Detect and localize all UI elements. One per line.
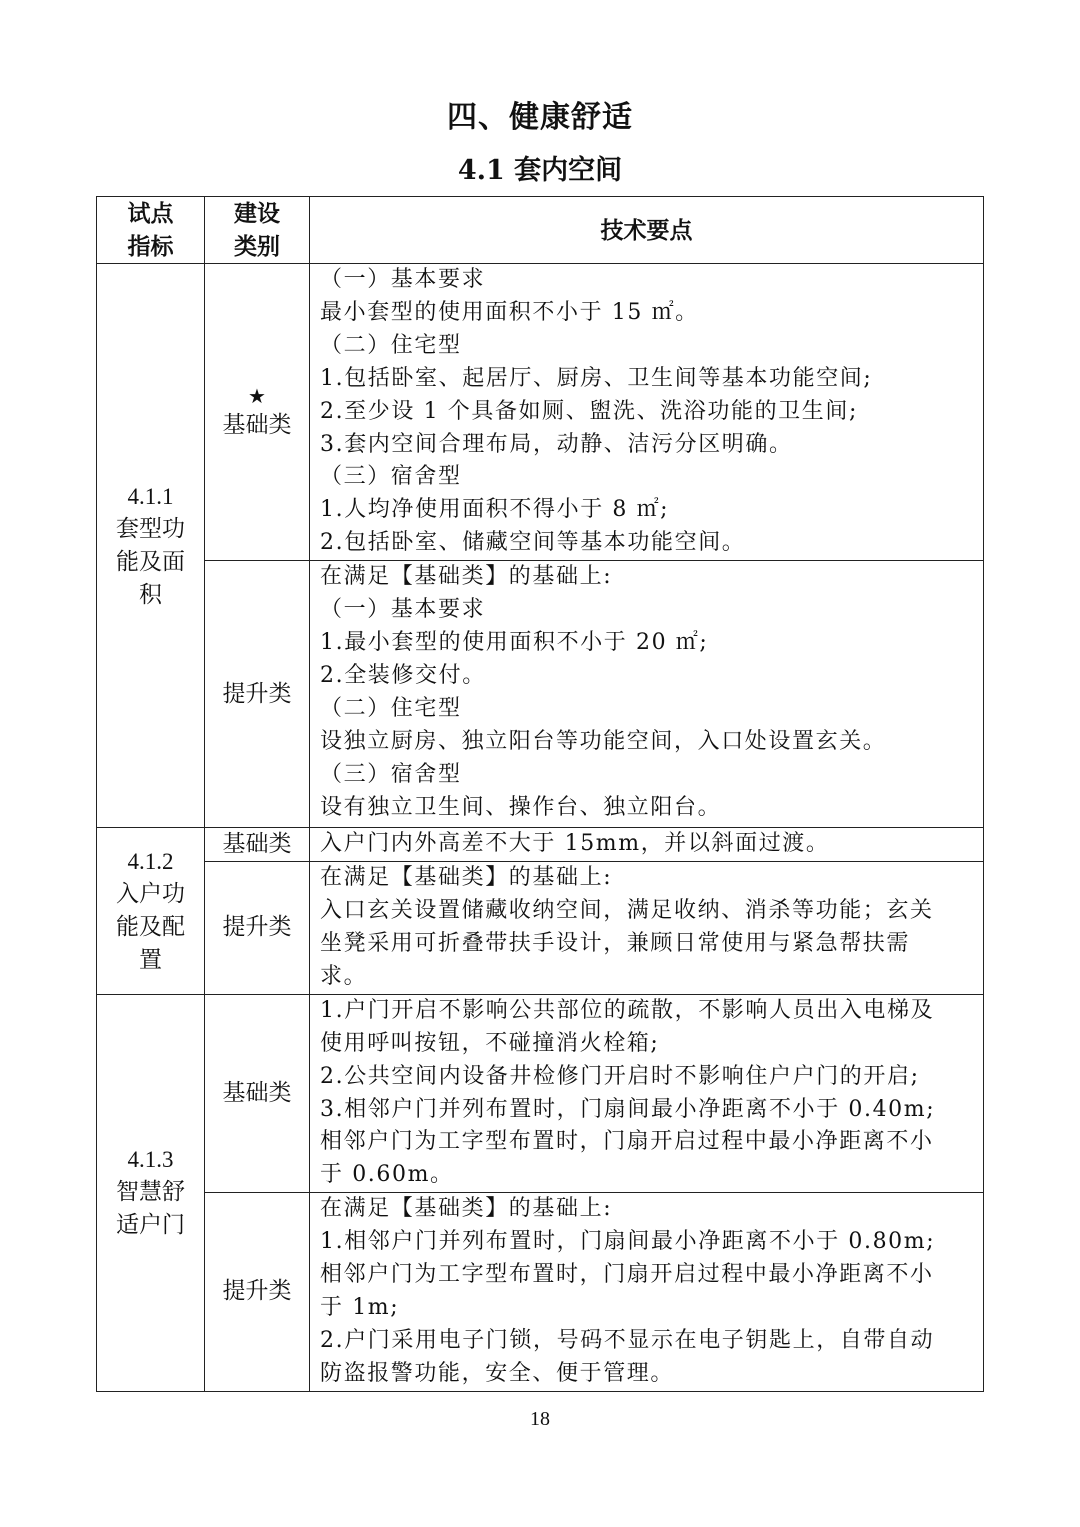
text-line: （一）基本要求 xyxy=(320,267,486,292)
category-label: 基础类 xyxy=(222,411,292,438)
category-cell xyxy=(205,994,310,1192)
indicator-cell xyxy=(97,828,205,995)
category-label: 提升类 xyxy=(222,914,292,941)
text-line: 3.相邻户门并列布置时，门扇间最小净距离不小于 0.40m; xyxy=(320,1096,936,1122)
text-line: 2.公共空间内设备井检修门开启时不影响住户户门的开启; xyxy=(320,1063,920,1089)
indicator-name: 套型功能及面积 xyxy=(116,515,185,608)
subsection-heading: 4.1 套内空间 xyxy=(457,155,623,186)
requirement-text xyxy=(310,1193,984,1391)
requirement-text xyxy=(310,264,984,561)
text-line: 设独立厨房、独立阳台等功能空间，入口处设置玄关。 xyxy=(320,728,887,754)
text-line: 1.包括卧室、起居厅、厨房、卫生间等基本功能空间; xyxy=(320,365,873,391)
requirement-text xyxy=(310,828,984,862)
table-row xyxy=(97,862,984,995)
text-line: 使用呼叫按钮，不碰撞消火栓箱; xyxy=(320,1030,660,1056)
text-line: 2.户门采用电子门锁，号码不显示在电子钥匙上，自带自动 xyxy=(320,1327,935,1353)
indicator-name: 入户功能及配置 xyxy=(116,880,185,973)
requirement-text xyxy=(310,561,984,828)
category-label: 提升类 xyxy=(222,680,292,707)
text-line: 设有独立卫生间、操作台、独立阳台。 xyxy=(320,794,722,820)
category-label: 基础类 xyxy=(222,1080,292,1106)
text-line: 3.套内空间合理布局，动静、洁污分区明确。 xyxy=(320,431,793,457)
indicator-code: 4.1.1 xyxy=(127,483,174,509)
category-cell xyxy=(205,264,310,561)
category-label: 基础类 xyxy=(222,831,292,858)
category-cell xyxy=(205,828,310,862)
category-label: 提升类 xyxy=(222,1278,292,1305)
requirement-text xyxy=(310,994,984,1192)
requirements-table xyxy=(96,196,984,1392)
text-line: （二）住宅型 xyxy=(320,695,462,721)
text-line: 于 0.60m。 xyxy=(320,1162,454,1188)
text-line: 求。 xyxy=(320,963,368,989)
indicator-code: 4.1.2 xyxy=(127,848,174,874)
text-line: 1.人均净使用面积不得小于 8 ㎡; xyxy=(320,497,670,523)
page-number: 18 xyxy=(530,1408,550,1430)
header-points: 技术要点 xyxy=(310,197,984,264)
text-line: （二）住宅型 xyxy=(320,332,462,358)
text-line: 在满足【基础类】的基础上: xyxy=(320,865,613,891)
category-cell xyxy=(205,561,310,828)
table-row xyxy=(97,561,984,828)
text-line: 入口玄关设置储藏收纳空间，满足收纳、消杀等功能；玄关 xyxy=(320,898,934,924)
text-line: 入户门内外高差不大于 15mm，并以斜面过渡。 xyxy=(320,831,830,857)
table-row xyxy=(97,264,984,561)
text-line: 在满足【基础类】的基础上: xyxy=(320,1196,613,1222)
table-header-row xyxy=(97,197,984,264)
table-row xyxy=(97,994,984,1192)
text-line: 1.最小套型的使用面积不小于 20 ㎡; xyxy=(320,629,709,655)
text-line: 在满足【基础类】的基础上: xyxy=(320,564,613,590)
text-line: 1.户门开启不影响公共部位的疏散，不影响人员出入电梯及 xyxy=(320,997,935,1023)
requirement-text xyxy=(310,862,984,995)
indicator-cell xyxy=(97,264,205,828)
text-line: （三）宿舍型 xyxy=(320,464,462,490)
text-line: （一）基本要求 xyxy=(320,597,486,623)
text-line: 2.包括卧室、储藏空间等基本功能空间。 xyxy=(320,530,746,556)
category-cell xyxy=(205,1193,310,1391)
table-row xyxy=(97,828,984,862)
indicator-name: 智慧舒适户门 xyxy=(116,1179,185,1239)
category-cell xyxy=(205,862,310,995)
indicator-cell xyxy=(97,994,205,1391)
text-line: 相邻户门为工字型布置时，门扇开启过程中最小净距离不小 xyxy=(320,1262,934,1288)
text-line: 最小套型的使用面积不小于 15 ㎡。 xyxy=(320,299,699,325)
text-line: 2.全装修交付。 xyxy=(320,662,486,688)
header-category: 建设类别 xyxy=(205,197,310,264)
header-indicator: 试点指标 xyxy=(97,197,205,264)
section-heading: 四、健康舒适 xyxy=(447,100,633,135)
text-line: 2.至少设 1 个具备如厕、盥洗、洗浴功能的卫生间; xyxy=(320,398,858,424)
text-line: 相邻户门为工字型布置时，门扇开启过程中最小净距离不小 xyxy=(320,1129,934,1155)
star-icon: ★ xyxy=(248,383,266,408)
text-line: 1.相邻户门并列布置时，门扇间最小净距离不小于 0.80m; xyxy=(320,1229,936,1255)
text-line: （三）宿舍型 xyxy=(320,761,462,787)
indicator-code: 4.1.3 xyxy=(127,1147,174,1173)
text-line: 防盗报警功能，安全、便于管理。 xyxy=(320,1360,675,1386)
table-row xyxy=(97,1193,984,1391)
text-line: 于 1m; xyxy=(320,1294,400,1320)
text-line: 坐凳采用可折叠带扶手设计，兼顾日常使用与紧急帮扶需 xyxy=(320,930,911,956)
